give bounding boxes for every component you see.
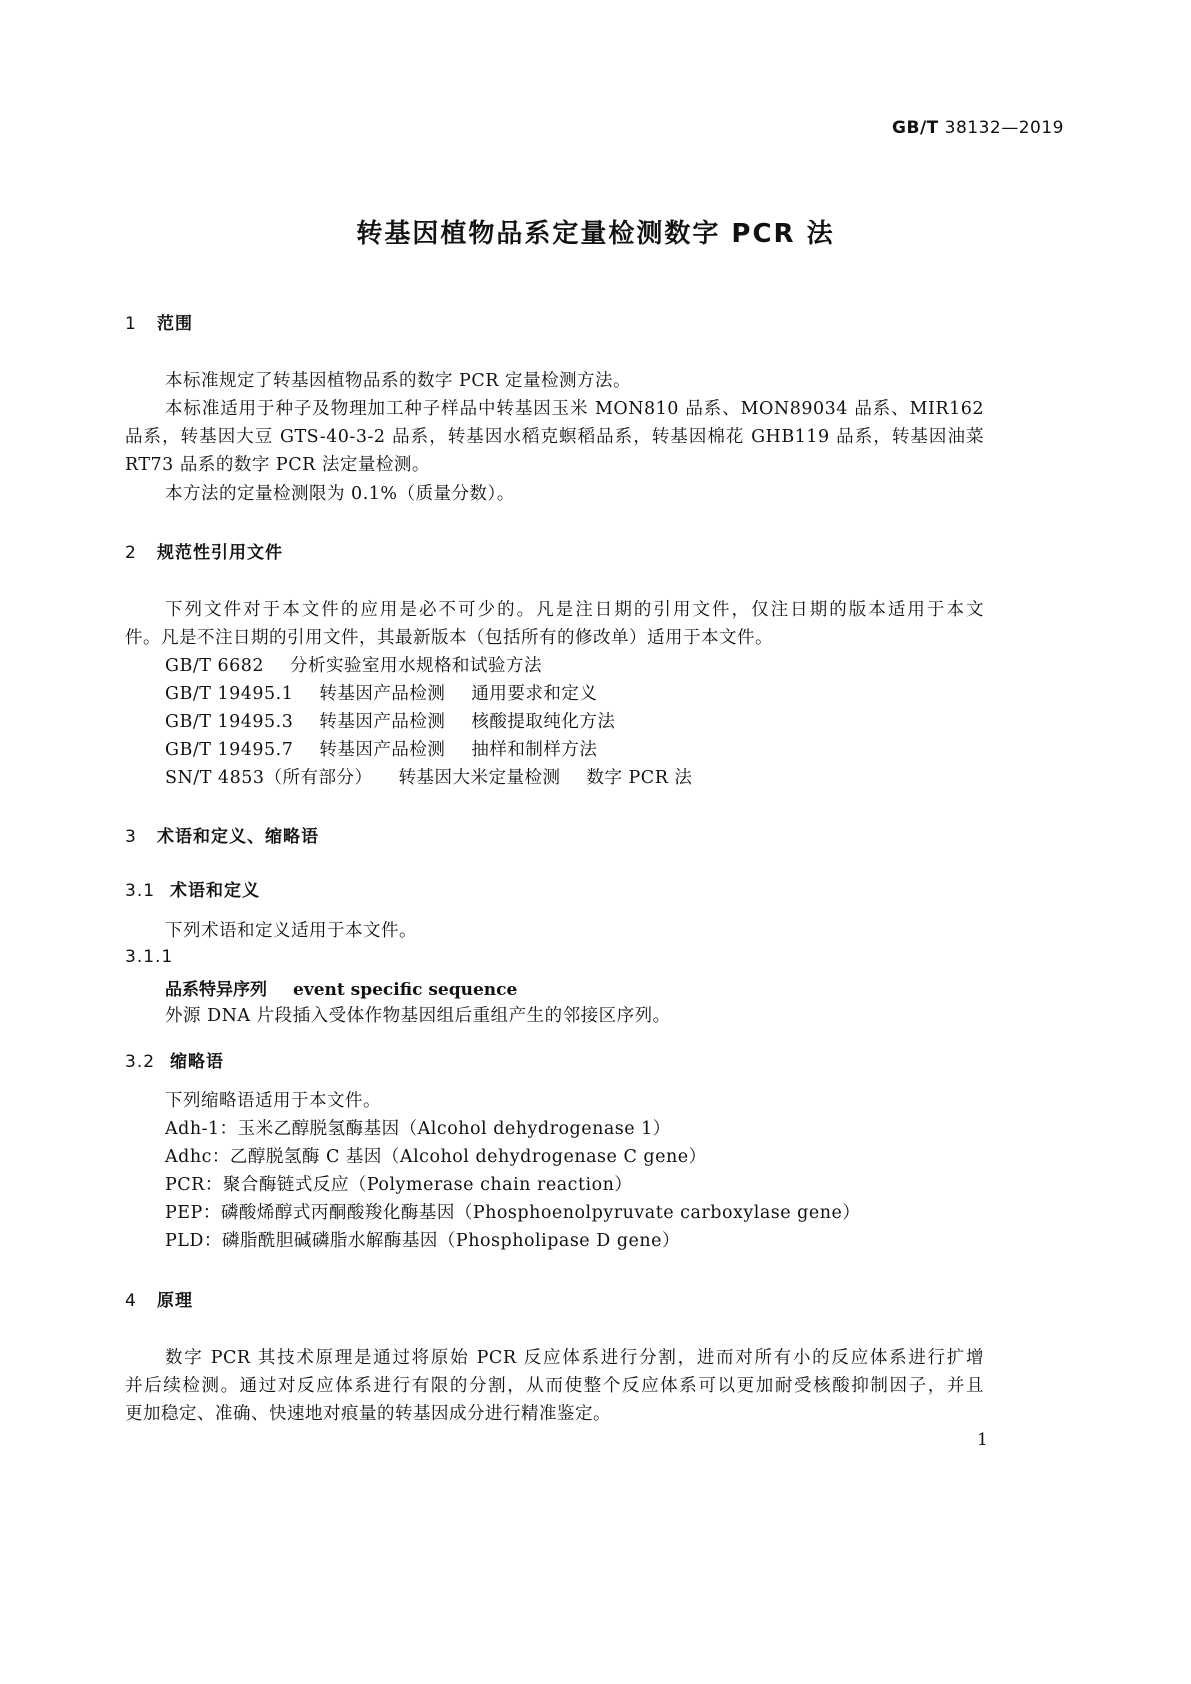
abbreviation-item: PEP：磷酸烯醇式丙酮酸羧化酶基因（Phosphoenolpyruvate carboxylase gene） [165, 1203, 861, 1223]
abbreviation-item: Adh-1：玉米乙醇脱氢酶基因（Alcohol dehydrogenase 1） [165, 1119, 671, 1139]
section-title: 规范性引用文件 [157, 543, 283, 563]
reference-item [165, 680, 597, 705]
reference-code: GB/T 19495.3 [165, 712, 294, 732]
section-number: 4 [125, 1291, 137, 1311]
section-number: 1 [125, 314, 137, 334]
reference-subtitle: 通用要求和定义 [471, 684, 598, 704]
section-3-heading [125, 822, 319, 847]
term-definition: 外源 DNA 片段插入受体作物基因组后重组产生的邻接区序列。 [165, 1006, 671, 1026]
reference-subtitle: 数字 PCR 法 [586, 768, 693, 788]
subsection-number: 3.1 [125, 881, 156, 901]
standard-number [892, 118, 1064, 138]
paragraph: RT73 品系的数字 PCR 法定量检测。 [125, 455, 430, 475]
paragraph: 本方法的定量检测限为 0.1%（质量分数）。 [165, 484, 515, 504]
reference-item [165, 736, 597, 761]
page-number: 1 [977, 1430, 988, 1450]
paragraph: 下列缩略语适用于本文件。 [165, 1091, 381, 1111]
reference-item [165, 764, 692, 789]
section-number: 3 [125, 827, 137, 847]
section-2-heading [125, 538, 283, 563]
term-english: event specific sequence [293, 980, 518, 1000]
paragraph: 更加稳定、准确、快速地对痕量的转基因成分进行精准鉴定。 [125, 1404, 611, 1424]
paragraph: 下列术语和定义适用于本文件。 [165, 921, 417, 941]
subsection-number: 3.2 [125, 1052, 156, 1072]
subsection-3-2-heading [125, 1047, 224, 1072]
term-chinese: 品系特异序列 [165, 980, 267, 1000]
section-4-heading [125, 1286, 193, 1311]
page-title: 转基因植物品系定量检测数字 PCR 法 [356, 219, 835, 249]
reference-item [165, 708, 615, 733]
reference-title: 转基因产品检测 [319, 712, 446, 732]
reference-code: GB/T 19495.7 [165, 740, 294, 760]
section-title: 术语和定义、缩略语 [157, 827, 319, 847]
reference-item [165, 652, 542, 677]
standard-code: 38132—2019 [944, 118, 1064, 138]
reference-title: 分析实验室用水规格和试验方法 [290, 656, 543, 676]
section-title: 范围 [157, 314, 193, 334]
reference-title: 转基因产品检测 [319, 684, 446, 704]
abbreviation-item: PLD：磷脂酰胆碱磷脂水解酶基因（Phospholipase D gene） [165, 1231, 681, 1251]
subsection-title: 术语和定义 [170, 881, 260, 901]
paragraph: 本标准适用于种子及物理加工种子样品中转基因玉米 MON810 品系、MON89034 品系、MIR162 [165, 399, 984, 419]
term-entry [165, 975, 517, 1000]
reference-subtitle: 抽样和制样方法 [471, 740, 598, 760]
abbreviation-item: PCR：聚合酶链式反应（Polymerase chain reaction） [165, 1175, 633, 1195]
abbreviation-item: Adhc：乙醇脱氢酶 C 基因（Alcohol dehydrogenase C gene） [165, 1147, 707, 1167]
reference-code: GB/T 6682 [165, 656, 265, 676]
paragraph: 品系，转基因大豆 GTS-40-3-2 品系，转基因水稻克螟稻品系，转基因棉花 GHB119 品系，转基因油菜 [125, 427, 984, 447]
term-number: 3.1.1 [125, 947, 174, 967]
subsection-3-1-heading [125, 876, 260, 901]
reference-subtitle: 核酸提取纯化方法 [471, 712, 616, 732]
subsection-title: 缩略语 [170, 1052, 224, 1072]
paragraph: 并后续检测。通过对反应体系进行有限的分割，从而使整个反应体系可以更加耐受核酸抑制因子，并且 [125, 1376, 984, 1396]
reference-title: 转基因产品检测 [319, 740, 446, 760]
standard-prefix: GB/T [892, 118, 939, 138]
paragraph: 数字 PCR 其技术原理是通过将原始 PCR 反应体系进行分割，进而对所有小的反应体系进行扩增 [165, 1348, 984, 1368]
paragraph: 本标准规定了转基因植物品系的数字 PCR 定量检测方法。 [165, 371, 631, 391]
paragraph: 件。凡是不注日期的引用文件，其最新版本（包括所有的修改单）适用于本文件。 [125, 628, 773, 648]
reference-title: 转基因大米定量检测 [398, 768, 561, 788]
reference-code: GB/T 19495.1 [165, 684, 294, 704]
paragraph: 下列文件对于本文件的应用是必不可少的。凡是注日期的引用文件，仅注日期的版本适用于本文 [165, 600, 984, 620]
reference-code: SN/T 4853（所有部分） [165, 768, 373, 788]
section-title: 原理 [157, 1291, 193, 1311]
section-1-heading [125, 309, 193, 334]
section-number: 2 [125, 543, 137, 563]
